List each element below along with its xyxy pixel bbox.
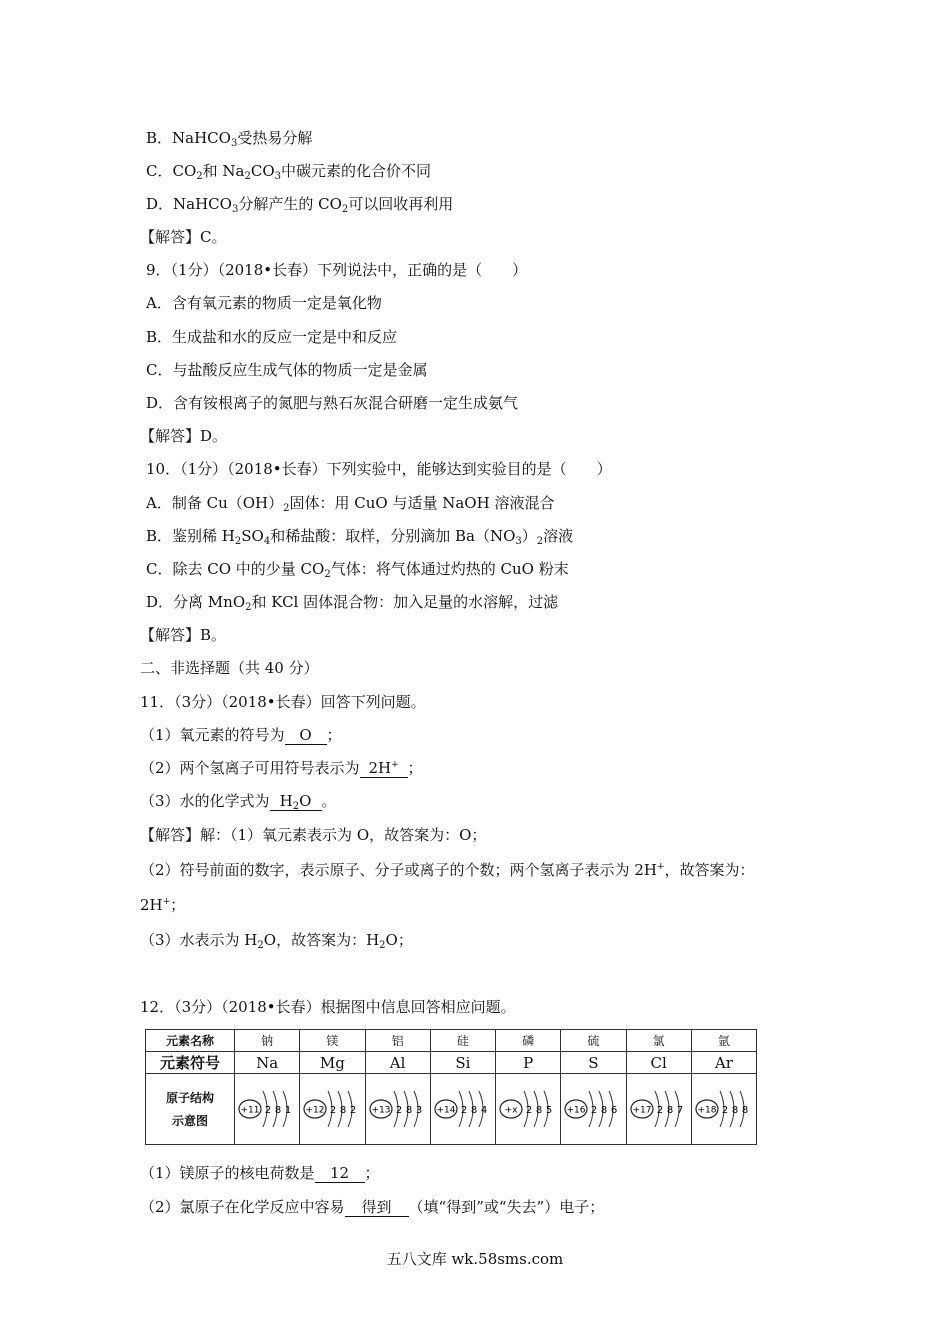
atom-diagram-mg: [301, 1081, 363, 1137]
q11-stem: 11．（3分）（2018•长春）回答下列问题。: [140, 693, 426, 711]
nucleus-charge: +x: [504, 1105, 518, 1116]
q9-option-b: B．生成盐和水的反应一定是中和反应: [146, 328, 398, 346]
atom-structure-cell: [365, 1074, 430, 1145]
atom-diagram-cl: [628, 1081, 690, 1137]
atom-structure-cell: [430, 1074, 495, 1145]
q9-stem: 9．（1分）（2018•长春）下列说法中，正确的是（ ）: [146, 261, 528, 279]
row-label-structure-line2: 示意图: [171, 1114, 208, 1128]
electron-count: 1: [284, 1105, 292, 1116]
atom-diagram-s: [562, 1081, 624, 1137]
option-b-nahco3: B．NaHCO$_3$受热易分解: [146, 129, 313, 149]
electron-count: 2: [721, 1105, 729, 1116]
atom-structure-cell: [561, 1074, 626, 1145]
element-symbol: Mg: [300, 1052, 365, 1074]
row-label-name: 元素名称: [146, 1030, 235, 1052]
electron-count: 8: [405, 1105, 412, 1116]
element-name: 氯: [626, 1030, 691, 1052]
element-table: [145, 1029, 757, 1145]
q11-part2: （2）两个氢离子可用符号表示为 2H+ ；: [140, 759, 423, 777]
element-name: 镁: [300, 1030, 365, 1052]
atom-diagram-ar: [693, 1081, 755, 1137]
electron-count: 8: [274, 1105, 282, 1116]
row-label-symbol: 元素符号: [146, 1052, 235, 1074]
q12-answer-blank-1: 12: [315, 1165, 365, 1183]
q11-answer-blank-3: $H_2O$: [270, 793, 322, 811]
electron-count: 8: [535, 1105, 543, 1116]
q10-answer: 【解答】B。: [140, 626, 227, 644]
q9-answer: 【解答】D。: [140, 427, 228, 445]
atom-structure-cell: [300, 1074, 365, 1145]
electron-count: 8: [666, 1105, 673, 1116]
atom-structure-cell: [691, 1074, 756, 1145]
electron-count: 2: [350, 1105, 357, 1116]
electron-count: 2: [264, 1105, 272, 1116]
nucleus-charge: +12: [305, 1105, 325, 1116]
nucleus-charge: +16: [566, 1105, 586, 1116]
electron-count: 2: [656, 1105, 663, 1116]
q11-part1: （1）氧元素的符号为 O ；: [140, 726, 342, 744]
electron-count: 8: [601, 1105, 608, 1116]
q12-part1: （1）镁原子的核电荷数是 12 ；: [140, 1164, 380, 1182]
electron-count: 2: [591, 1105, 598, 1116]
atom-diagram-si: [432, 1081, 494, 1137]
q11-solution-2-cont: 2H+；: [140, 896, 186, 914]
element-symbol: Cl: [626, 1052, 691, 1074]
electron-count: 8: [731, 1105, 739, 1116]
electron-count: 8: [741, 1105, 749, 1116]
row-label-structure-line1: 原子结构: [165, 1091, 214, 1105]
q10-option-d: D．分离 MnO$_2$和 KCl 固体混合物：加入足量的水溶解，过滤: [146, 593, 559, 613]
q10-option-c: C．除去 CO 中的少量 $CO_2$气体：将气体通过灼热的 CuO 粉末: [146, 560, 569, 580]
q9-option-a: A．含有氧元素的物质一定是氧化物: [146, 294, 382, 312]
element-symbol: Ar: [691, 1052, 756, 1074]
q12-stem: 12．（3分）（2018•长春）根据图中信息回答相应问题。: [140, 998, 516, 1016]
row-label-structure: [146, 1074, 235, 1145]
q12-answer-blank-2: 得到: [345, 1199, 409, 1217]
option-c-co2: C．$CO_2$和 $Na_2CO_3$中碳元素的化合价不同: [146, 162, 432, 182]
element-symbol: Al: [365, 1052, 430, 1074]
atom-diagram-p: [497, 1081, 559, 1137]
q8-answer: 【解答】C。: [140, 228, 227, 246]
q11-solution-3: （3）水表示为 $H_2O$，故答案为：$H_2O$；: [140, 931, 413, 951]
electron-count: 8: [470, 1105, 478, 1116]
option-d-nahco3: D．NaHCO$_3$分解产生的 $CO_2$可以回收再利用: [146, 195, 454, 215]
electron-count: 8: [340, 1105, 347, 1116]
element-symbol: S: [561, 1052, 626, 1074]
electron-count: 7: [676, 1105, 683, 1116]
electron-count: 4: [480, 1105, 488, 1116]
element-name: 铝: [365, 1030, 430, 1052]
element-symbol: Na: [235, 1052, 300, 1074]
q11-part3: （3）水的化学式为 $H_2O$ 。: [140, 792, 337, 812]
electron-count: 3: [415, 1105, 422, 1116]
electron-count: 2: [525, 1105, 533, 1116]
q9-option-c: C．与盐酸反应生成气体的物质一定是金属: [146, 361, 428, 379]
q12-part2: （2）氯原子在化学反应中容易 得到 （填“得到”或“失去”）电子；: [140, 1198, 605, 1216]
nucleus-charge: +18: [697, 1105, 717, 1116]
footer-watermark: 五八文库 wk.58sms.com: [386, 1250, 564, 1268]
q11-answer-blank-2: 2H+: [360, 760, 408, 778]
electron-count: 2: [460, 1105, 468, 1116]
atom-diagram-na: [236, 1081, 298, 1137]
electron-count: 2: [330, 1105, 337, 1116]
q11-solution-2: （2）符号前面的数字，表示原子、分子或离子的个数；两个氢离子表示为 2H+，故答案为：: [140, 861, 755, 879]
electron-count: 2: [395, 1105, 402, 1116]
atom-structure-cell: [235, 1074, 300, 1145]
atom-structure-cell: [496, 1074, 561, 1145]
element-name: 硅: [430, 1030, 495, 1052]
element-name: 钠: [235, 1030, 300, 1052]
nucleus-charge: +17: [632, 1105, 652, 1116]
nucleus-charge: +13: [371, 1105, 391, 1116]
q10-option-a: A．制备 $Cu(OH)_2$固体：用 CuO 与适量 NaOH 溶液混合: [146, 494, 555, 514]
nucleus-charge: +11: [240, 1105, 260, 1116]
element-name: 硫: [561, 1030, 626, 1052]
atom-structure-cell: [626, 1074, 691, 1145]
electron-count: 6: [611, 1105, 618, 1116]
q9-option-d: D．含有铵根离子的氮肥与熟石灰混合研磨一定生成氨气: [146, 394, 519, 412]
element-symbol: P: [496, 1052, 561, 1074]
q10-option-b: B．鉴别稀 $H_2SO_4$和稀盐酸：取样，分别滴加 $Ba(NO_3)_2$溶液: [146, 527, 574, 547]
atom-diagram-al: [367, 1081, 429, 1137]
q10-stem: 10．（1分）（2018•长春）下列实验中，能够达到实验目的是（ ）: [146, 460, 612, 478]
element-name: 氩: [691, 1030, 756, 1052]
q11-answer-blank-1: O: [285, 727, 327, 745]
section-heading: 二、非选择题（共 40 分）: [140, 659, 319, 677]
electron-count: 5: [545, 1105, 553, 1116]
element-name: 磷: [496, 1030, 561, 1052]
q11-solution-1: 【解答】解：（1）氧元素表示为 O，故答案为：O；: [140, 826, 487, 844]
element-symbol: Si: [430, 1052, 495, 1074]
nucleus-charge: +14: [436, 1105, 456, 1116]
